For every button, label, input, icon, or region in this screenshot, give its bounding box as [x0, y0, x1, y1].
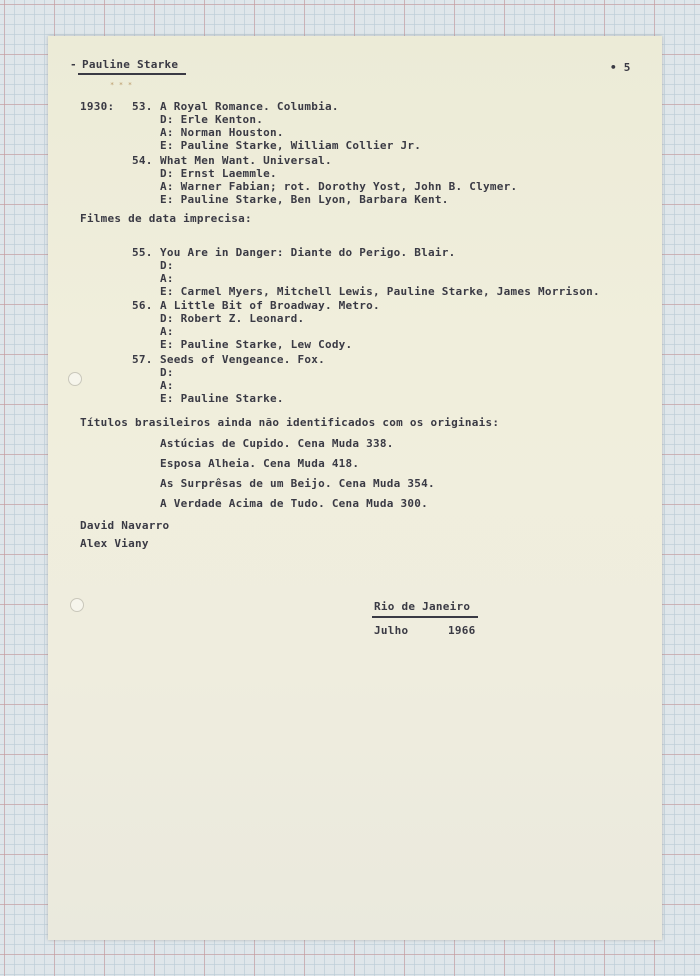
brazilian-title: A Verdade Acima de Tudo. Cena Muda 300. [160, 497, 429, 510]
film-director: D: Ernst Laemmle. [160, 167, 277, 180]
place-name: Rio de Janeiro [374, 600, 471, 613]
film-director: D: Erle Kenton. [160, 113, 264, 126]
film-author: A: Norman Houston. [160, 126, 284, 139]
film-cast: E: Pauline Starke, Lew Cody. [160, 338, 353, 351]
film-director: D: [160, 259, 174, 272]
title-underline [78, 73, 186, 75]
page-number: • 5 [610, 61, 631, 74]
author-name: Alex Viany [80, 537, 149, 550]
author-name: David Navarro [80, 519, 170, 532]
brazilian-title: As Surprêsas de um Beijo. Cena Muda 354. [160, 477, 435, 490]
film-number: 55. [132, 246, 153, 259]
film-number: 54. [132, 154, 153, 167]
film-cast: E: Pauline Starke, Ben Lyon, Barbara Kent. [160, 193, 449, 206]
typed-page [48, 36, 662, 940]
year-label: 1930: [80, 100, 115, 113]
film-cast: E: Pauline Starke. [160, 392, 284, 405]
page-title: Pauline Starke [82, 58, 179, 71]
section-heading-undated: Filmes de data imprecisa: [80, 212, 252, 225]
punch-hole-top [68, 372, 82, 386]
film-director: D: [160, 366, 174, 379]
film-title-line: You Are in Danger: Diante do Perigo. Blair. [160, 246, 456, 259]
header-dash: - [70, 58, 77, 71]
place-underline [372, 616, 478, 618]
film-director: D: Robert Z. Leonard. [160, 312, 305, 325]
pencil-mark: * * * [110, 81, 133, 89]
film-author: A: [160, 325, 174, 338]
brazilian-title: Astúcias de Cupido. Cena Muda 338. [160, 437, 394, 450]
film-title-line: A Little Bit of Broadway. Metro. [160, 299, 380, 312]
film-title-line: A Royal Romance. Columbia. [160, 100, 339, 113]
film-title-line: What Men Want. Universal. [160, 154, 332, 167]
film-author: A: [160, 272, 174, 285]
brazilian-title: Esposa Alheia. Cena Muda 418. [160, 457, 360, 470]
film-cast: E: Carmel Myers, Mitchell Lewis, Pauline Starke, James Morrison. [160, 285, 600, 298]
film-number: 53. [132, 100, 153, 113]
film-title-line: Seeds of Vengeance. Fox. [160, 353, 325, 366]
film-number: 57. [132, 353, 153, 366]
film-number: 56. [132, 299, 153, 312]
section-heading-brazilian: Títulos brasileiros ainda não identificados com os originais: [80, 416, 500, 429]
date-month: Julho [374, 624, 409, 637]
film-author: A: Warner Fabian; rot. Dorothy Yost, John B. Clymer. [160, 180, 518, 193]
date-year: 1966 [448, 624, 476, 637]
film-cast: E: Pauline Starke, William Collier Jr. [160, 139, 422, 152]
punch-hole-bottom [70, 598, 84, 612]
film-author: A: [160, 379, 174, 392]
